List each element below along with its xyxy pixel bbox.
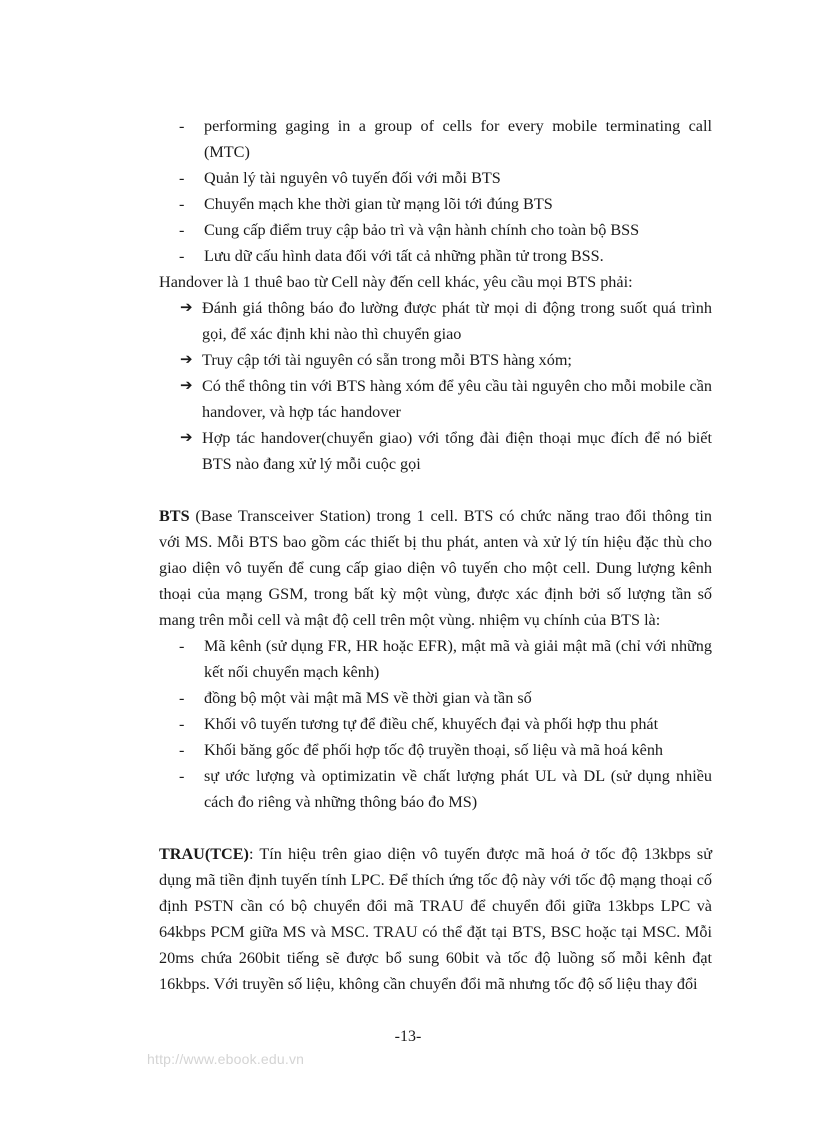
arrow-list-item [159, 295, 712, 347]
dash-bullet: - [179, 169, 185, 187]
trau-term: TRAU(TCE) [159, 845, 249, 863]
page-number: -13- [394, 1028, 422, 1045]
bts-text: (Base Transceiver Station) trong 1 cell. BTS có chức năng trao đổi thông tin với MS. Mỗi BTS bao gồm các thiết bị thu phát, anten và xử lý tín hiệu đặc thù cho giao diện vô tuyến để cung cấp giao diện vô tuyến cho một cell. Dung lượng kênh thoại của mạng GSM, trong bất kỳ một vùng, được xác định bởi số lượng tần số mang trên mỗi cell và mật độ cell trên một vùng. nhiệm vụ chính của BTS là: [159, 507, 712, 629]
trau-paragraph [159, 841, 712, 997]
list-item-text: Truy cập tới tài nguyên có sẵn trong mỗi BTS hàng xóm; [202, 351, 572, 369]
dash-bullet: - [179, 247, 185, 265]
watermark: http://www.ebook.edu.vn [147, 1051, 305, 1067]
list-item [159, 737, 712, 763]
list-item [159, 113, 712, 165]
page-content [159, 113, 712, 997]
dash-bullet: - [179, 117, 185, 135]
list-item [159, 685, 712, 711]
list-item-text: Khối băng gốc để phối hợp tốc độ truyền thoại, số liệu và mã hoá kênh [204, 741, 664, 759]
dash-bullet: - [179, 195, 185, 213]
paragraph-gap [159, 477, 712, 503]
list-item-text: sự ước lượng và optimizatin về chất lượng phát UL và DL (sử dụng nhiều cách đo riêng và những thông báo đo MS) [204, 767, 712, 811]
dash-bullet: - [179, 221, 185, 239]
list-item-text: Quản lý tài nguyên vô tuyến đối với mỗi BTS [204, 169, 501, 187]
arrow-list-item [159, 373, 712, 425]
list-item [159, 711, 712, 737]
bts-term: BTS [159, 507, 190, 525]
list-item-text: Có thể thông tin với BTS hàng xóm để yêu cầu tài nguyên cho mỗi mobile cần handover, và hợp tác handover [202, 377, 712, 421]
list-item-text: Đánh giá thông báo đo lường được phát từ mọi di động trong suốt quá trình gọi, để xác định khi nào thì chuyển giao [202, 299, 712, 343]
list-item-text: Mã kênh (sử dụng FR, HR hoặc EFR), mật mã và giải mật mã (chỉ với những kết nối chuyển mạch kênh) [204, 637, 712, 681]
arrow-right-icon: ➔ [180, 300, 193, 316]
list-item [159, 165, 712, 191]
list-item [159, 633, 712, 685]
bts-paragraph [159, 503, 712, 633]
list-item-text: đồng bộ một vài mật mã MS về thời gian và tần số [204, 689, 532, 707]
arrow-list-item [159, 425, 712, 477]
list-item-text: Chuyển mạch khe thời gian từ mạng lõi tới đúng BTS [204, 195, 553, 213]
list-item [159, 191, 712, 217]
list-item [159, 243, 712, 269]
list-item-text: Khối vô tuyến tương tự để điều chế, khuyếch đại và phối hợp thu phát [204, 715, 659, 733]
arrow-right-icon: ➔ [180, 430, 193, 446]
arrow-right-icon: ➔ [180, 352, 193, 368]
dash-bullet: - [179, 715, 185, 733]
list-item [159, 217, 712, 243]
handover-intro: Handover là 1 thuê bao từ Cell này đến cell khác, yêu cầu mọi BTS phải: [159, 273, 633, 291]
arrow-right-icon: ➔ [180, 378, 193, 394]
paragraph-gap [159, 815, 712, 841]
list-item [159, 763, 712, 815]
dash-bullet: - [179, 741, 185, 759]
list-item-text: Hợp tác handover(chuyển giao) với tổng đài điện thoại mục đích để nó biết BTS nào đang xử lý mỗi cuộc gọi [202, 429, 712, 473]
dash-bullet: - [179, 637, 185, 655]
dash-bullet: - [179, 767, 185, 785]
arrow-list-item [159, 347, 712, 373]
dash-bullet: - [179, 689, 185, 707]
list-item-text: Lưu dữ cấu hình data đối với tất cả những phần tử trong BSS. [204, 247, 604, 265]
list-item-text: performing gaging in a group of cells for every mobile terminating call (MTC) [204, 117, 712, 161]
trau-text: : Tín hiệu trên giao diện vô tuyến được mã hoá ở tốc độ 13kbps sử dụng mã tiền định tuyến tính LPC. Để thích ứng tốc độ này với tốc độ mạng thoại cố định PSTN cần có bộ chuyển đổi mã TRAU để chuyển đổi giữa 13kbps LPC và 64kbps PCM giữa MS và MSC. TRAU có thể đặt tại BTS, BSC hoặc tại MSC. Mỗi 20ms chứa 260bit tiếng sẽ được bổ sung 60bit và tốc độ luồng số mỗi kênh đạt 16kbps. Với truyền số liệu, không cần chuyển đổi mã nhưng tốc độ số liệu thay đổi [159, 845, 712, 993]
list-item-text: Cung cấp điểm truy cập bảo trì và vận hành chính cho toàn bộ BSS [204, 221, 640, 239]
